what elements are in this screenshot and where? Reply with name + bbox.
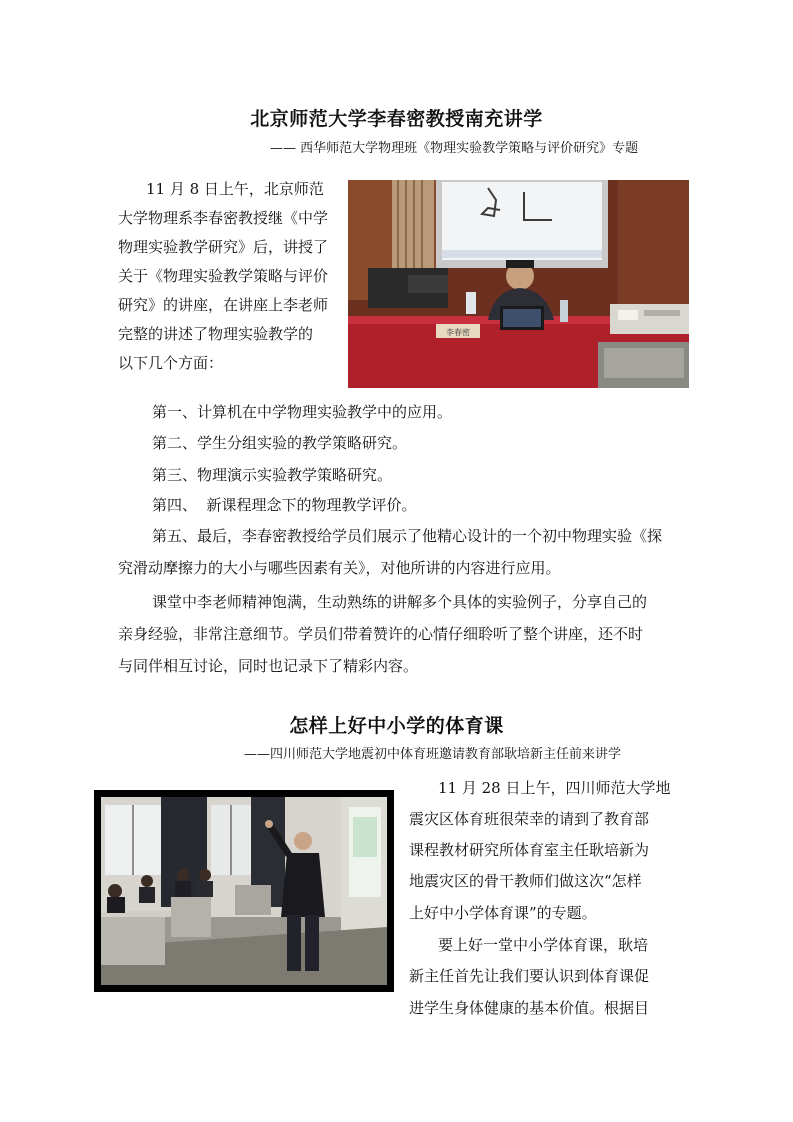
paragraph-line: 要上好一堂中小学体育课，耿培 [438,936,649,954]
intro-line: 关于《物理实验教学策略与评价 [118,267,329,285]
article1-title: 北京师范大学李春密教授南充讲学 [250,108,543,130]
classroom-photo [94,790,394,992]
lecture-photo [348,180,689,388]
intro-line: 课程教材研究所体育室主任耿培新为 [409,841,650,859]
nameplate-text: 李春密 [446,328,470,337]
point-5-line: 第五、最后，李春密教授给学员们展示了他精心设计的一个初中物理实验《探 [152,527,663,545]
point-4: 第四、 新课程理念下的物理教学评价。 [152,496,417,514]
intro-line: 研究》的讲座，在讲座上李老师 [118,296,329,314]
intro-line: 完整的讲述了物理实验教学的 [118,325,314,343]
intro-line: 11 月 8 日上午，北京师范 [146,180,324,198]
intro-line: 上好中小学体育课”的专题。 [409,904,597,922]
closing-line: 亲身经验，非常注意细节。学员们带着赞许的心情仔细聆听了整个讲座，还不时 [118,625,644,643]
point-1: 第一、计算机在中学物理实验教学中的应用。 [152,403,453,421]
point-5-line: 究滑动摩擦力的大小与哪些因素有关》，对他所讲的内容进行应用。 [118,559,561,577]
intro-line: 地震灾区的骨干教师们做这次“怎样 [409,872,642,890]
paragraph-line: 新主任首先让我们要认识到体育课促 [409,967,650,985]
article2-title: 怎样上好中小学的体育课 [289,715,504,737]
intro-line: 大学物理系李春密教授继《中学 [118,209,329,227]
point-2: 第二、学生分组实验的教学策略研究。 [152,434,408,452]
closing-line: 与同伴相互讨论，同时也记录下了精彩内容。 [118,657,419,675]
intro-line: 物理实验教学研究》后，讲授了 [118,238,329,256]
closing-line: 课堂中李老师精神饱满，生动熟练的讲解多个具体的实验例子，分享自己的 [152,593,648,611]
intro-line: 以下几个方面： [118,354,224,372]
point-3: 第三、物理演示实验教学策略研究。 [152,466,393,484]
intro-line: 震灾区体育班很荣幸的请到了教育部 [409,810,650,828]
article2-subtitle: ——四川师范大学地震初中体育班邀请教育部耿培新主任前来讲学 [244,747,622,762]
article1-subtitle: —— 西华师范大学物理班《物理实验教学策略与评价研究》专题 [270,141,639,156]
paragraph-line: 进学生身体健康的基本价值。根据目 [409,999,650,1017]
intro-line: 11 月 28 日上午，四川师范大学地 [438,779,671,797]
